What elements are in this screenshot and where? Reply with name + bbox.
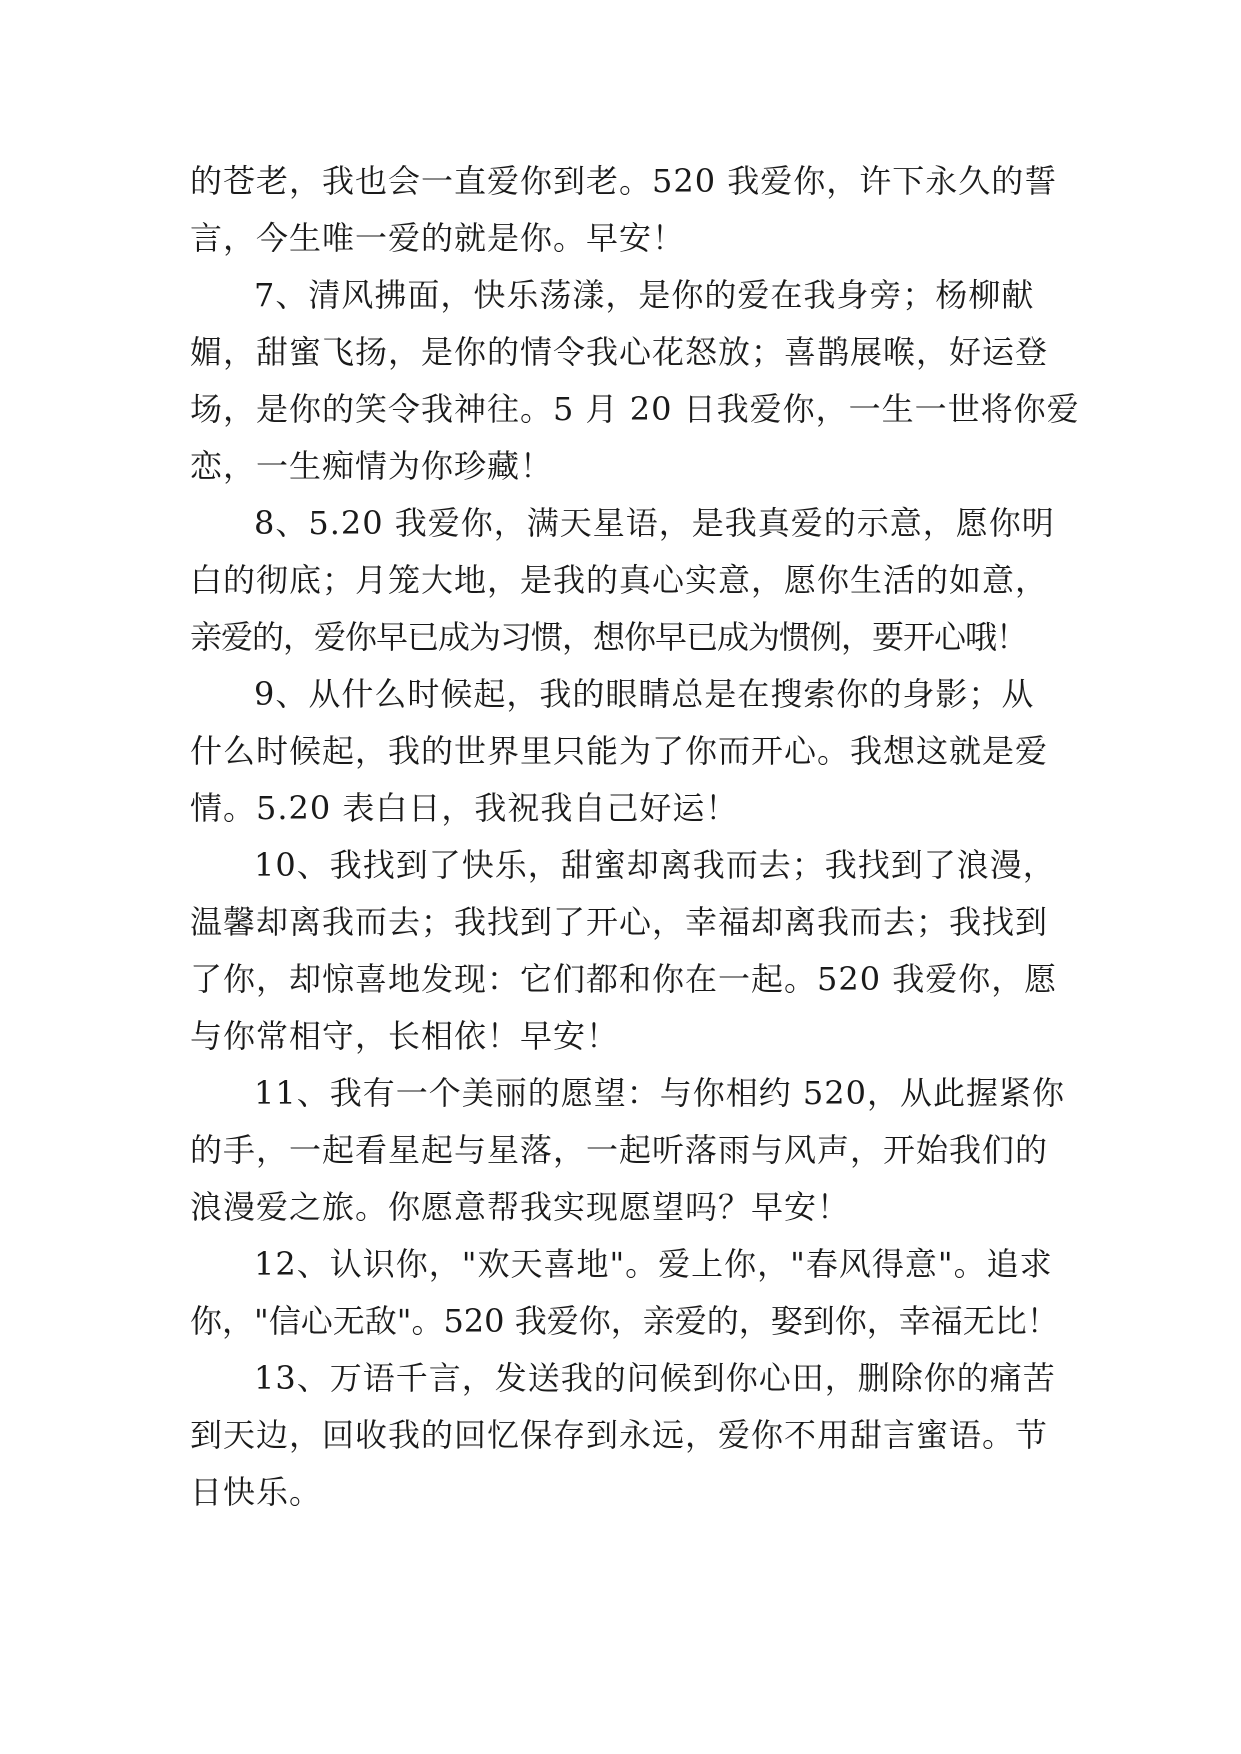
text-line: 什么时候起，我的世界里只能为了你而开心。我想这就是爱 [190,732,1049,770]
text-line: 情。5.20 表白日，我祝我自己好运！ [190,789,739,827]
text-line: 恋，一生痴情为你珍藏！ [190,447,554,485]
text-line: 场，是你的笑令我神往。5 月 20 日我爱你，一生一世将你爱 [190,390,1080,428]
text-line: 浪漫爱之旅。你愿意帮我实现愿望吗？早安！ [190,1188,851,1226]
text-line: 亲爱的，爱你早已成为习惯，想你早已成为惯例，要开心哦！ [190,618,1028,656]
text-line: 与你常相守，长相依！早安！ [190,1017,620,1055]
text-line: 13、万语千言，发送我的问候到你心田，删除你的痛苦 [254,1359,1056,1397]
text-line: 了你，却惊喜地发现：它们都和你在一起。520 我爱你，愿 [190,960,1058,998]
text-line: 11、我有一个美丽的愿望：与你相约 520，从此握紧你 [254,1074,1065,1112]
text-line: 12、认识你，"欢天喜地"。爱上你，"春风得意"。追求 [254,1245,1053,1283]
text-line: 你，"信心无敌"。520 我爱你，亲爱的，娶到你，幸福无比！ [190,1302,1059,1340]
text-line: 8、5.20 我爱你，满天星语，是我真爱的示意，愿你明 [254,504,1055,542]
text-line: 白的彻底；月笼大地，是我的真心实意，愿你生活的如意， [190,561,1049,599]
text-line: 10、我找到了快乐，甜蜜却离我而去；我找到了浪漫， [254,846,1056,884]
text-line: 的苍老，我也会一直爱你到老。520 我爱你，许下永久的誓 [190,162,1058,200]
text-line: 的手，一起看星起与星落，一起听落雨与风声，开始我们的 [190,1131,1049,1169]
text-line: 日快乐。 [190,1473,323,1511]
text-line: 7、清风拂面，快乐荡漾，是你的爱在我身旁；杨柳献 [254,276,1035,314]
text-line: 到天边，回收我的回忆保存到永远，爱你不用甜言蜜语。节 [190,1416,1049,1454]
text-line: 言，今生唯一爱的就是你。早安！ [190,219,686,257]
text-line: 温馨却离我而去；我找到了开心，幸福却离我而去；我找到 [190,903,1049,941]
text-line: 9、从什么时候起，我的眼睛总是在搜索你的身影；从 [254,675,1035,713]
text-line: 媚，甜蜜飞扬，是你的情令我心花怒放；喜鹊展喉，好运登 [190,333,1049,371]
